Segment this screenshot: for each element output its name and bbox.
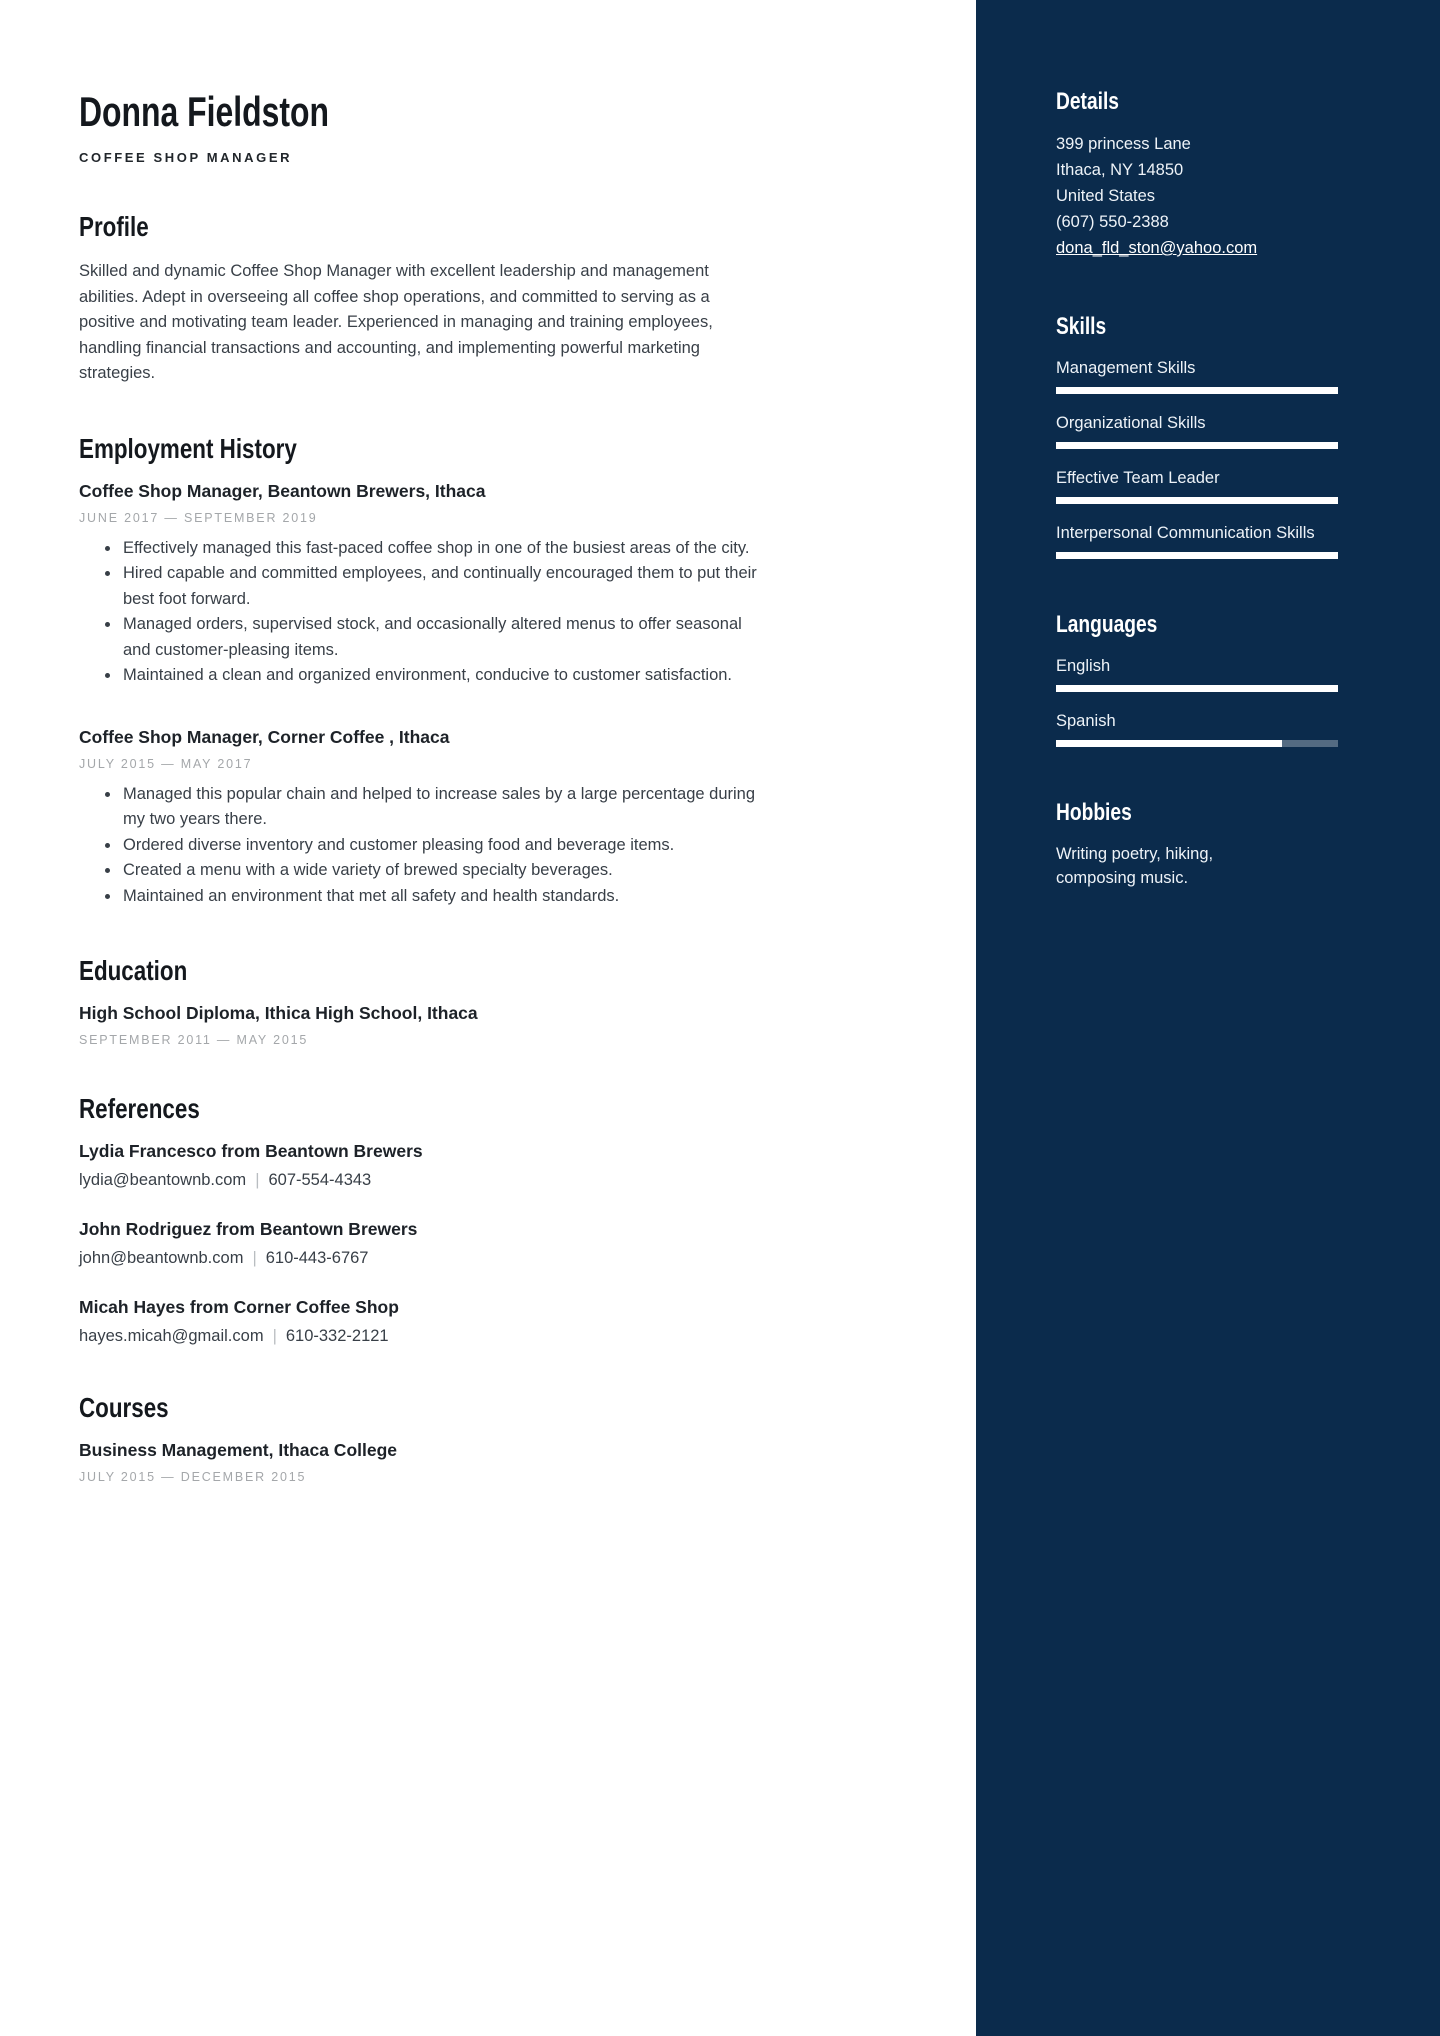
language-item <box>1056 709 1338 747</box>
reference-separator: | <box>272 1327 277 1346</box>
reference-entry <box>79 1297 761 1346</box>
education-entry <box>79 1003 761 1047</box>
reference-contact <box>79 1171 761 1190</box>
reference-phone: 610-332-2121 <box>285 1327 389 1346</box>
hobbies-text: Writing poetry, hiking, composing music. <box>1056 845 1214 887</box>
job-title: Coffee Shop Manager, Corner Coffee , Ithaca <box>79 726 450 747</box>
details-heading <box>1056 88 1338 116</box>
hobbies-section <box>1056 799 1338 890</box>
course-dates: JULY 2015 — DECEMBER 2015 <box>79 1470 307 1485</box>
course-entry <box>79 1440 761 1484</box>
phone-number: (607) 550-2388 <box>1056 213 1169 231</box>
skill-item <box>1056 356 1338 394</box>
header <box>79 88 761 165</box>
job-bullet: • Hired capable and committed employees, and continually encouraged them to put their best foot forward. <box>121 561 761 612</box>
job-title: Coffee Shop Manager, Beantown Brewers, Ithaca <box>79 480 486 501</box>
reference-entry <box>79 1141 761 1190</box>
course-title: Business Management, Ithaca College <box>79 1440 398 1461</box>
reference-contact <box>79 1327 761 1346</box>
address-line2: Ithaca, NY 14850 <box>1056 161 1184 179</box>
job-bullet-list <box>79 782 761 910</box>
skill-item <box>1056 466 1338 504</box>
skills-heading <box>1056 313 1338 341</box>
skill-label: Effective Team Leader <box>1056 469 1220 487</box>
sidebar <box>976 0 1440 2036</box>
job-bullet: • Created a menu with a wide variety of brewed specialty beverages. <box>121 858 761 884</box>
language-meter-fill <box>1056 685 1338 692</box>
courses-section <box>79 1392 761 1484</box>
profile-text: Skilled and dynamic Coffee Shop Manager with excellent leadership and management abilities. Adept in overseeing all coffee shop operations, and committed to serving as a positive and motivating team leader. Experienced in managing and training employees, handling financial transactions and accounting, and implementing powerful marketing strategies. <box>79 262 713 383</box>
hobbies-heading <box>1056 799 1338 827</box>
skill-meter <box>1056 387 1338 394</box>
references-heading-text: References <box>79 1093 200 1125</box>
references-section <box>79 1093 761 1346</box>
skill-meter <box>1056 552 1338 559</box>
education-heading <box>79 955 761 987</box>
reference-separator: | <box>252 1249 257 1268</box>
email-link[interactable]: dona_fld_ston@yahoo.com <box>1056 239 1258 257</box>
language-meter-fill <box>1056 740 1282 747</box>
hobbies-heading-text: Hobbies <box>1056 799 1132 826</box>
employment-heading-text: Employment History <box>79 432 297 464</box>
job-entry <box>79 481 761 689</box>
languages-heading-text: Languages <box>1056 611 1158 638</box>
reference-name: Micah Hayes from Corner Coffee Shop <box>79 1297 399 1318</box>
address-line1: 399 princess Lane <box>1056 135 1191 153</box>
education-heading-text: Education <box>79 955 188 987</box>
references-heading <box>79 1093 761 1125</box>
courses-heading <box>79 1392 761 1424</box>
reference-contact <box>79 1249 761 1268</box>
skills-heading-text: Skills <box>1056 313 1107 340</box>
education-section <box>79 955 761 1047</box>
candidate-job-title: COFFEE SHOP MANAGER <box>79 150 293 166</box>
skill-meter <box>1056 497 1338 504</box>
skill-item <box>1056 521 1338 559</box>
job-bullet: • Maintained a clean and organized environment, conducive to customer satisfaction. <box>121 663 761 689</box>
reference-name: Lydia Francesco from Beantown Brewers <box>79 1141 423 1162</box>
language-meter <box>1056 685 1338 692</box>
employment-heading <box>79 433 761 465</box>
details-heading-text: Details <box>1056 88 1119 115</box>
reference-email: hayes.micah@gmail.com <box>79 1327 264 1346</box>
skill-meter-fill <box>1056 552 1338 559</box>
skill-meter <box>1056 442 1338 449</box>
reference-name: John Rodriguez from Beantown Brewers <box>79 1219 418 1240</box>
language-label: English <box>1056 657 1111 675</box>
employment-section <box>79 433 761 910</box>
job-bullet-list <box>79 536 761 689</box>
address-country: United States <box>1056 187 1156 205</box>
reference-email: lydia@beantownb.com <box>79 1171 247 1190</box>
candidate-name <box>79 88 761 136</box>
job-bullet: • Managed this popular chain and helped to increase sales by a large percentage during my two years there. <box>121 782 761 833</box>
skill-label: Management Skills <box>1056 359 1196 377</box>
job-bullet: • Maintained an environment that met all safety and health standards. <box>121 884 761 910</box>
reference-phone: 607-554-4343 <box>268 1171 372 1190</box>
email-row <box>1056 235 1338 261</box>
job-bullet: • Effectively managed this fast-paced coffee shop in one of the busiest areas of the city. <box>121 536 761 562</box>
reference-separator: | <box>255 1171 260 1190</box>
language-meter <box>1056 740 1338 747</box>
languages-heading <box>1056 611 1338 639</box>
profile-heading-text: Profile <box>79 211 149 243</box>
reference-email: john@beantownb.com <box>79 1249 244 1268</box>
profile-heading <box>79 211 761 243</box>
skill-meter-fill <box>1056 442 1338 449</box>
language-item <box>1056 654 1338 692</box>
details-section <box>1056 88 1338 261</box>
reference-phone: 610-443-6767 <box>265 1249 369 1268</box>
skill-item <box>1056 411 1338 449</box>
skill-label: Interpersonal Communication Skills <box>1056 524 1315 542</box>
reference-entry <box>79 1219 761 1268</box>
courses-heading-text: Courses <box>79 1392 169 1424</box>
skill-label: Organizational Skills <box>1056 414 1206 432</box>
profile-section <box>79 211 761 387</box>
education-dates: SEPTEMBER 2011 — MAY 2015 <box>79 1033 309 1048</box>
education-title: High School Diploma, Ithica High School, Ithaca <box>79 1003 478 1024</box>
skill-meter-fill <box>1056 387 1338 394</box>
skills-section <box>1056 313 1338 559</box>
languages-section <box>1056 611 1338 747</box>
job-bullet: • Ordered diverse inventory and customer pleasing food and beverage items. <box>121 833 761 859</box>
language-label: Spanish <box>1056 712 1116 730</box>
job-dates: JULY 2015 — MAY 2017 <box>79 756 253 771</box>
skill-meter-fill <box>1056 497 1338 504</box>
job-entry <box>79 727 761 910</box>
job-bullet: • Managed orders, supervised stock, and occasionally altered menus to offer seasonal and customer-pleasing items. <box>121 612 761 663</box>
job-dates: JUNE 2017 — SEPTEMBER 2019 <box>79 510 318 525</box>
candidate-name-text: Donna Fieldston <box>79 88 330 135</box>
